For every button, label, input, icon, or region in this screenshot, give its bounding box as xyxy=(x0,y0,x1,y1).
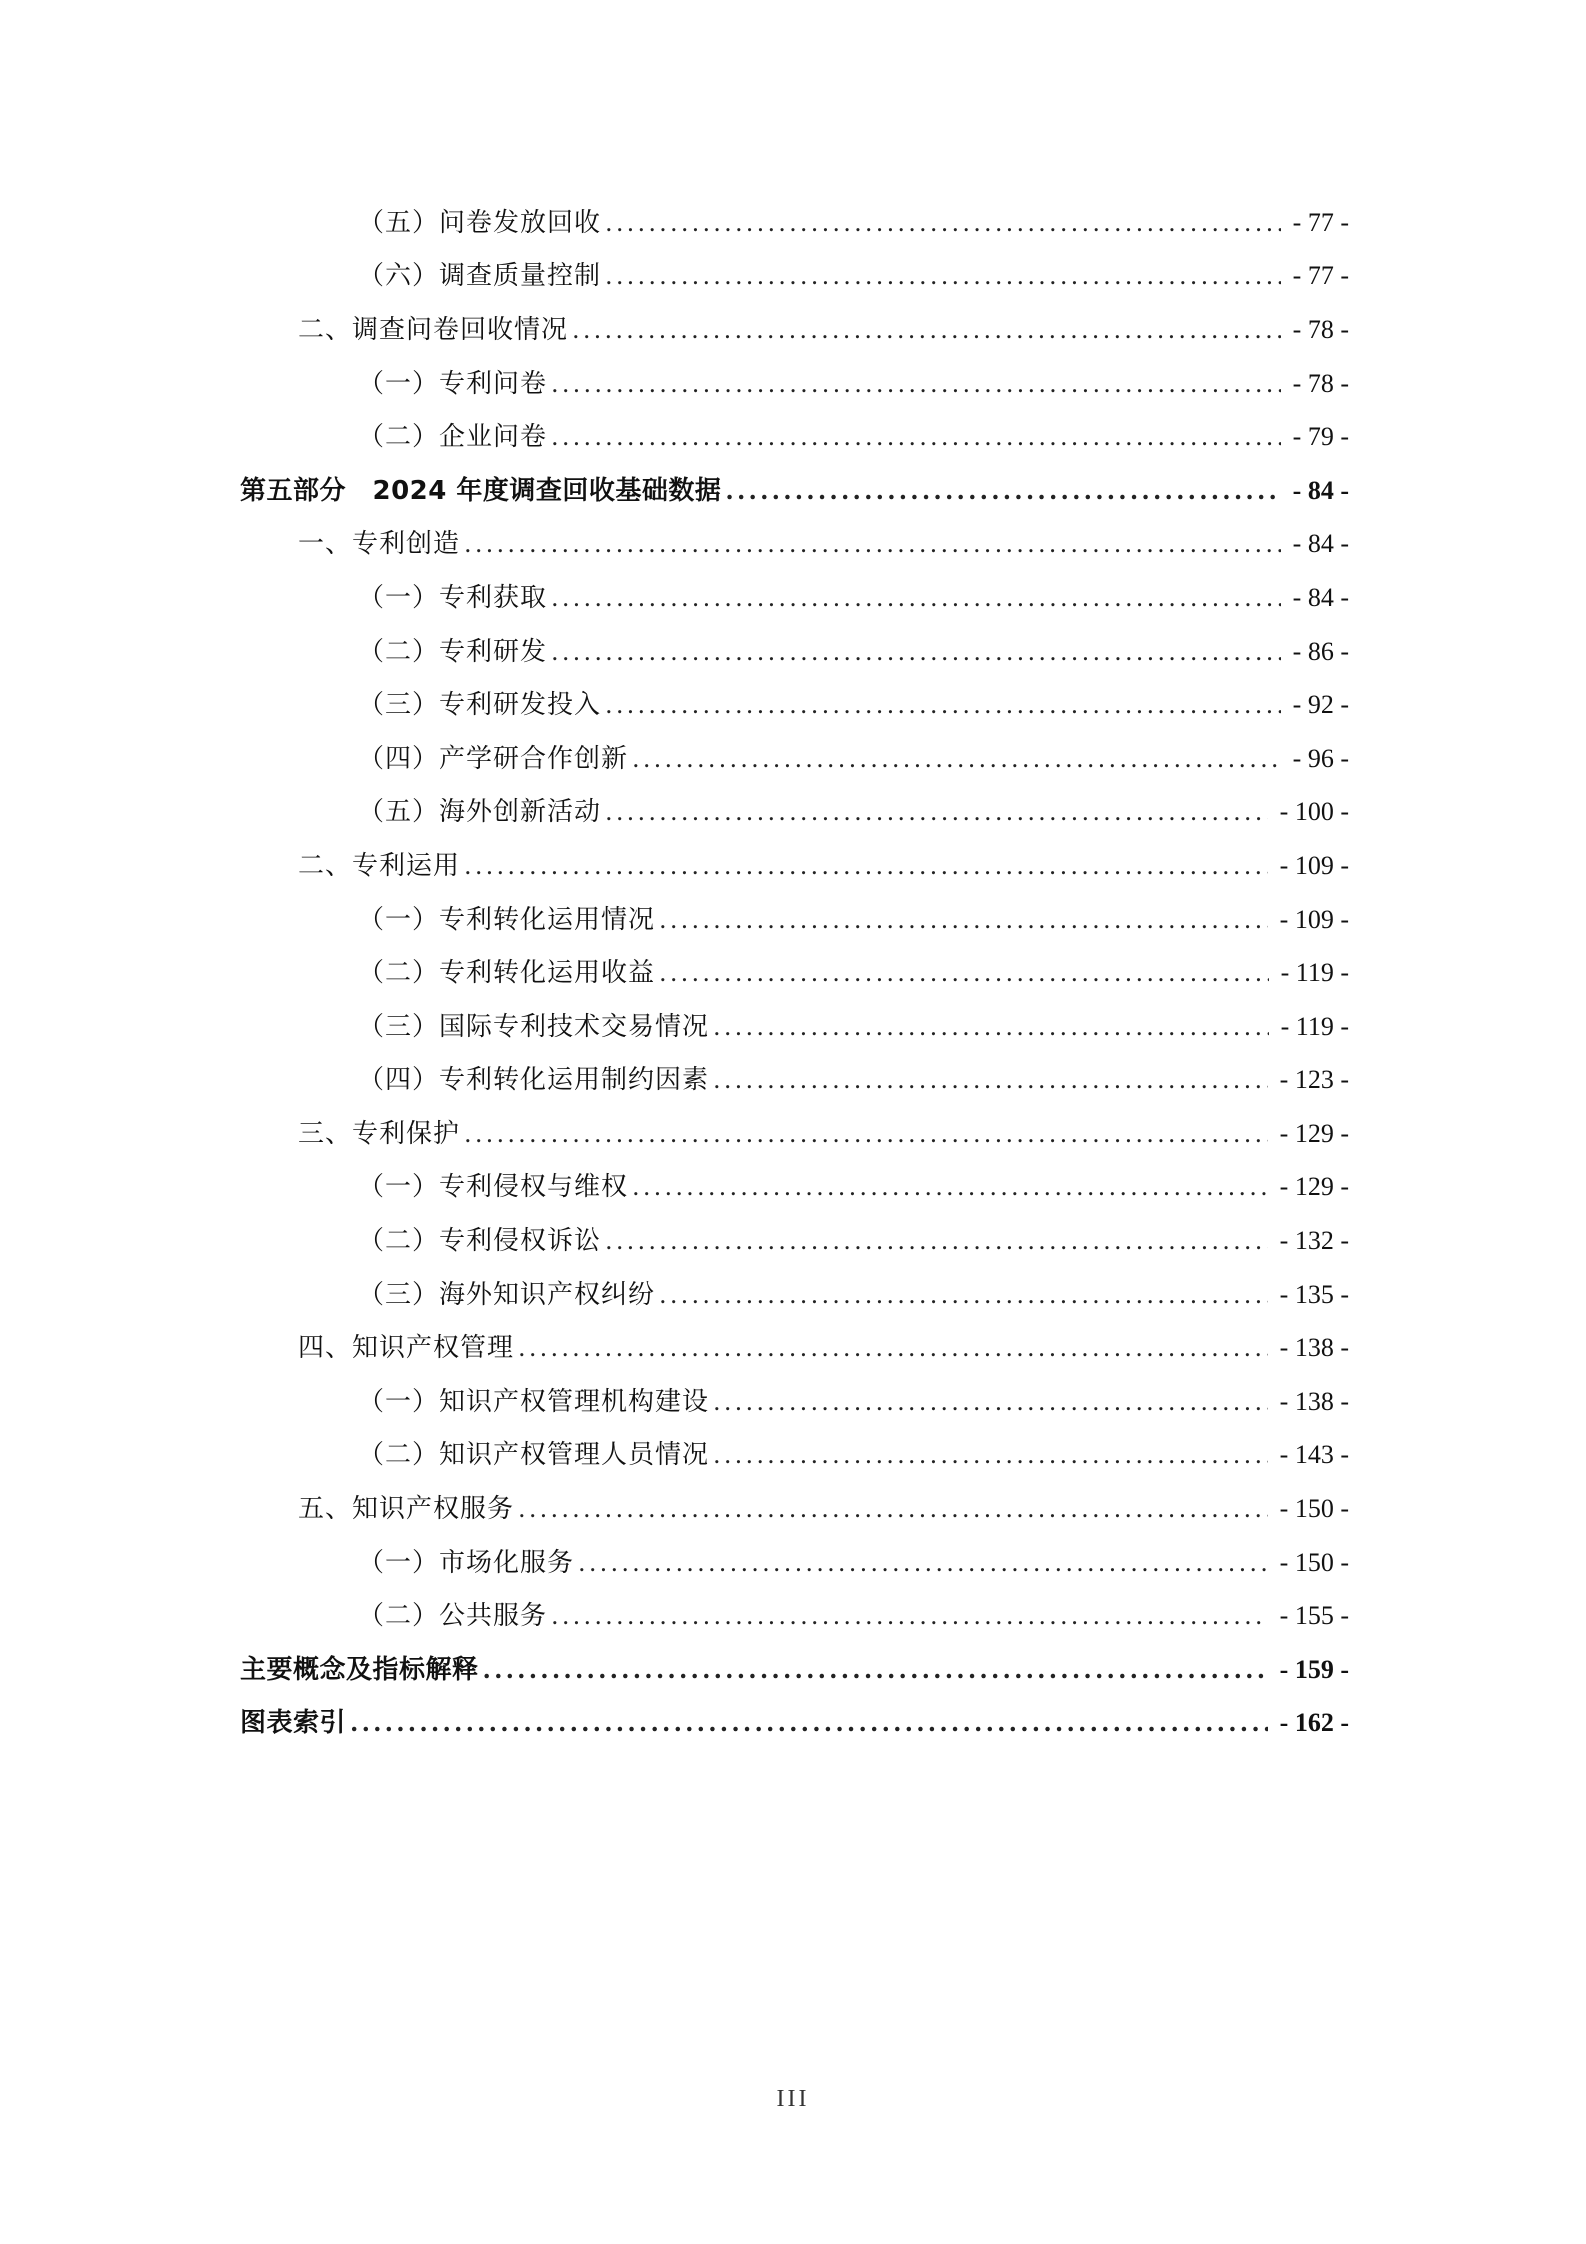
toc-entry-title: （一）专利转化运用情况 xyxy=(358,904,656,935)
toc-entry-page: - 109 - xyxy=(1279,850,1349,880)
toc-entry-title: 一、专利创造 xyxy=(298,529,461,560)
toc-entry[interactable] xyxy=(0,303,1586,357)
toc-entry-title: （一）专利侵权与维权 xyxy=(358,1172,629,1203)
toc-entry-line xyxy=(298,1107,1349,1161)
toc-entry-line xyxy=(358,1214,1349,1268)
toc-entry-page: - 159 - xyxy=(1279,1654,1349,1684)
toc-entry-line xyxy=(298,518,1349,572)
toc-entry[interactable] xyxy=(0,1321,1586,1375)
toc-entry[interactable] xyxy=(0,946,1586,1000)
toc-entry-title: 二、专利运用 xyxy=(298,850,461,881)
toc-entry-page: - 84 - xyxy=(1292,475,1349,505)
toc-entry[interactable] xyxy=(0,1214,1586,1268)
dot-leader xyxy=(713,1390,1268,1414)
toc-entry-line xyxy=(358,946,1349,1000)
toc-entry-page: - 135 - xyxy=(1279,1279,1349,1309)
toc-entry-title: （三）国际专利技术交易情况 xyxy=(358,1011,710,1042)
toc-entry-page: - 119 - xyxy=(1280,958,1349,988)
toc-entry-title: （一）专利获取 xyxy=(358,582,548,613)
toc-entry-page: - 119 - xyxy=(1280,1011,1349,1041)
table-of-contents xyxy=(0,196,1586,1750)
toc-entry-title: （四）产学研合作创新 xyxy=(358,743,629,774)
dot-leader xyxy=(605,800,1268,824)
toc-entry[interactable] xyxy=(0,196,1586,250)
toc-entry-line xyxy=(358,1000,1349,1054)
toc-entry[interactable] xyxy=(0,1429,1586,1483)
dot-leader xyxy=(572,318,1281,342)
toc-entry-title: （三）专利研发投入 xyxy=(358,690,602,721)
dot-leader xyxy=(551,640,1281,664)
dot-leader xyxy=(713,1068,1268,1092)
toc-entry-title: （五）问卷发放回收 xyxy=(358,207,602,238)
toc-entry-line xyxy=(298,1482,1349,1536)
toc-entry[interactable] xyxy=(0,1268,1586,1322)
dot-leader xyxy=(518,1497,1268,1521)
dot-leader xyxy=(632,747,1281,771)
dot-leader xyxy=(464,532,1281,556)
toc-entry[interactable] xyxy=(0,518,1586,572)
toc-entry-title: 四、知识产权管理 xyxy=(298,1333,515,1364)
toc-entry-line xyxy=(358,678,1349,732)
toc-entry[interactable] xyxy=(0,839,1586,893)
toc-entry-title: 图表索引 xyxy=(240,1708,347,1739)
dot-leader xyxy=(551,425,1281,449)
dot-leader xyxy=(659,908,1268,932)
toc-entry-title: （一）知识产权管理机构建设 xyxy=(358,1386,710,1417)
toc-entry-line xyxy=(358,357,1349,411)
toc-entry-title: （二）专利侵权诉讼 xyxy=(358,1226,602,1257)
toc-entry-page: - 96 - xyxy=(1292,743,1349,773)
toc-entry-page: - 143 - xyxy=(1279,1440,1349,1470)
dot-leader xyxy=(659,961,1269,985)
toc-entry-line xyxy=(358,732,1349,786)
toc-entry[interactable] xyxy=(0,1482,1586,1536)
toc-entry-title: （三）海外知识产权纠纷 xyxy=(358,1279,656,1310)
toc-entry-line xyxy=(358,1054,1349,1108)
toc-entry[interactable] xyxy=(0,786,1586,840)
toc-entry-title: （二）公共服务 xyxy=(358,1601,548,1632)
toc-entry-page: - 109 - xyxy=(1279,904,1349,934)
dot-leader xyxy=(659,1283,1268,1307)
toc-entry-page: - 92 - xyxy=(1292,690,1349,720)
toc-entry-line xyxy=(358,571,1349,625)
toc-entry-title: 五、知识产权服务 xyxy=(298,1494,515,1525)
toc-entry-line xyxy=(358,1589,1349,1643)
toc-entry[interactable] xyxy=(0,1375,1586,1429)
toc-entry-line xyxy=(358,1375,1349,1429)
toc-entry-page: - 78 - xyxy=(1292,314,1349,344)
toc-entry[interactable] xyxy=(0,1054,1586,1108)
toc-entry-page: - 77 - xyxy=(1292,261,1349,291)
toc-entry-title: （一）专利问卷 xyxy=(358,368,548,399)
dot-leader xyxy=(464,1122,1268,1146)
dot-leader xyxy=(551,1604,1268,1628)
toc-entry[interactable] xyxy=(0,250,1586,304)
toc-entry-page: - 79 - xyxy=(1292,422,1349,452)
toc-entry[interactable] xyxy=(0,893,1586,947)
toc-entry-title: 第五部分 2024 年度调查回收基础数据 xyxy=(240,475,722,506)
dot-leader xyxy=(551,586,1281,610)
toc-entry-line xyxy=(240,1697,1349,1751)
toc-entry[interactable] xyxy=(0,357,1586,411)
toc-entry[interactable] xyxy=(0,1536,1586,1590)
toc-entry-title: 主要概念及指标解释 xyxy=(240,1654,479,1685)
dot-leader xyxy=(725,479,1280,503)
toc-entry-title: （五）海外创新活动 xyxy=(358,797,602,828)
toc-entry-page: - 100 - xyxy=(1279,797,1349,827)
toc-entry-title: （四）专利转化运用制约因素 xyxy=(358,1065,710,1096)
toc-entry-page: - 138 - xyxy=(1279,1386,1349,1416)
toc-entry-title: 二、调查问卷回收情况 xyxy=(298,314,569,345)
toc-entry-line xyxy=(358,1268,1349,1322)
toc-entry[interactable] xyxy=(0,1643,1586,1697)
toc-entry-line xyxy=(358,1429,1349,1483)
toc-entry-page: - 132 - xyxy=(1279,1226,1349,1256)
toc-entry-page: - 150 - xyxy=(1279,1494,1349,1524)
toc-entry-title: （二）专利转化运用收益 xyxy=(358,958,656,989)
dot-leader xyxy=(605,211,1281,235)
toc-entry-page: - 129 - xyxy=(1279,1118,1349,1148)
toc-entry[interactable] xyxy=(0,732,1586,786)
toc-entry-page: - 155 - xyxy=(1279,1601,1349,1631)
toc-entry-line xyxy=(358,410,1349,464)
dot-leader xyxy=(483,1658,1268,1682)
dot-leader xyxy=(464,854,1268,878)
page-number: III xyxy=(776,2086,810,2112)
toc-entry-title: （二）专利研发 xyxy=(358,636,548,667)
dot-leader xyxy=(605,693,1281,717)
toc-entry-page: - 138 - xyxy=(1279,1333,1349,1363)
toc-entry-line xyxy=(298,303,1349,357)
toc-entry-line xyxy=(240,1643,1349,1697)
dot-leader xyxy=(632,1175,1268,1199)
toc-entry-line xyxy=(358,786,1349,840)
toc-entry-line xyxy=(358,625,1349,679)
toc-entry-line xyxy=(298,1321,1349,1375)
toc-entry-page: - 78 - xyxy=(1292,368,1349,398)
toc-entry[interactable] xyxy=(0,1589,1586,1643)
toc-entry-page: - 77 - xyxy=(1292,207,1349,237)
dot-leader xyxy=(350,1711,1268,1735)
toc-entry-page: - 162 - xyxy=(1279,1708,1349,1738)
toc-entry-line xyxy=(358,1161,1349,1215)
toc-entry[interactable] xyxy=(0,571,1586,625)
toc-entry-page: - 84 - xyxy=(1292,529,1349,559)
dot-leader xyxy=(713,1443,1268,1467)
toc-entry-page: - 129 - xyxy=(1279,1172,1349,1202)
toc-entry[interactable] xyxy=(0,1697,1586,1751)
toc-entry-page: - 86 - xyxy=(1292,636,1349,666)
dot-leader xyxy=(551,372,1281,396)
toc-entry-line xyxy=(298,839,1349,893)
toc-entry-title: （二）知识产权管理人员情况 xyxy=(358,1440,710,1471)
toc-entry[interactable] xyxy=(0,1161,1586,1215)
toc-entry-line xyxy=(358,250,1349,304)
toc-entry-title: 三、专利保护 xyxy=(298,1118,461,1149)
dot-leader xyxy=(605,1229,1268,1253)
toc-entry-title: （六）调查质量控制 xyxy=(358,261,602,292)
toc-entry[interactable] xyxy=(0,678,1586,732)
toc-entry-line xyxy=(358,1536,1349,1590)
toc-entry-title: （一）市场化服务 xyxy=(358,1547,575,1578)
toc-entry[interactable] xyxy=(0,625,1586,679)
toc-entry-page: - 150 - xyxy=(1279,1547,1349,1577)
toc-entry-line xyxy=(240,464,1349,518)
toc-entry[interactable] xyxy=(0,1107,1586,1161)
dot-leader xyxy=(605,264,1281,288)
toc-entry-page: - 84 - xyxy=(1292,582,1349,612)
dot-leader xyxy=(713,1015,1269,1039)
toc-entry[interactable] xyxy=(0,410,1586,464)
toc-entry-title: （二）企业问卷 xyxy=(358,422,548,453)
dot-leader xyxy=(578,1551,1268,1575)
toc-entry-page: - 123 - xyxy=(1279,1065,1349,1095)
toc-entry[interactable] xyxy=(0,464,1586,518)
dot-leader xyxy=(518,1336,1268,1360)
toc-entry-line xyxy=(358,893,1349,947)
toc-entry-line xyxy=(358,196,1349,250)
toc-entry[interactable] xyxy=(0,1000,1586,1054)
